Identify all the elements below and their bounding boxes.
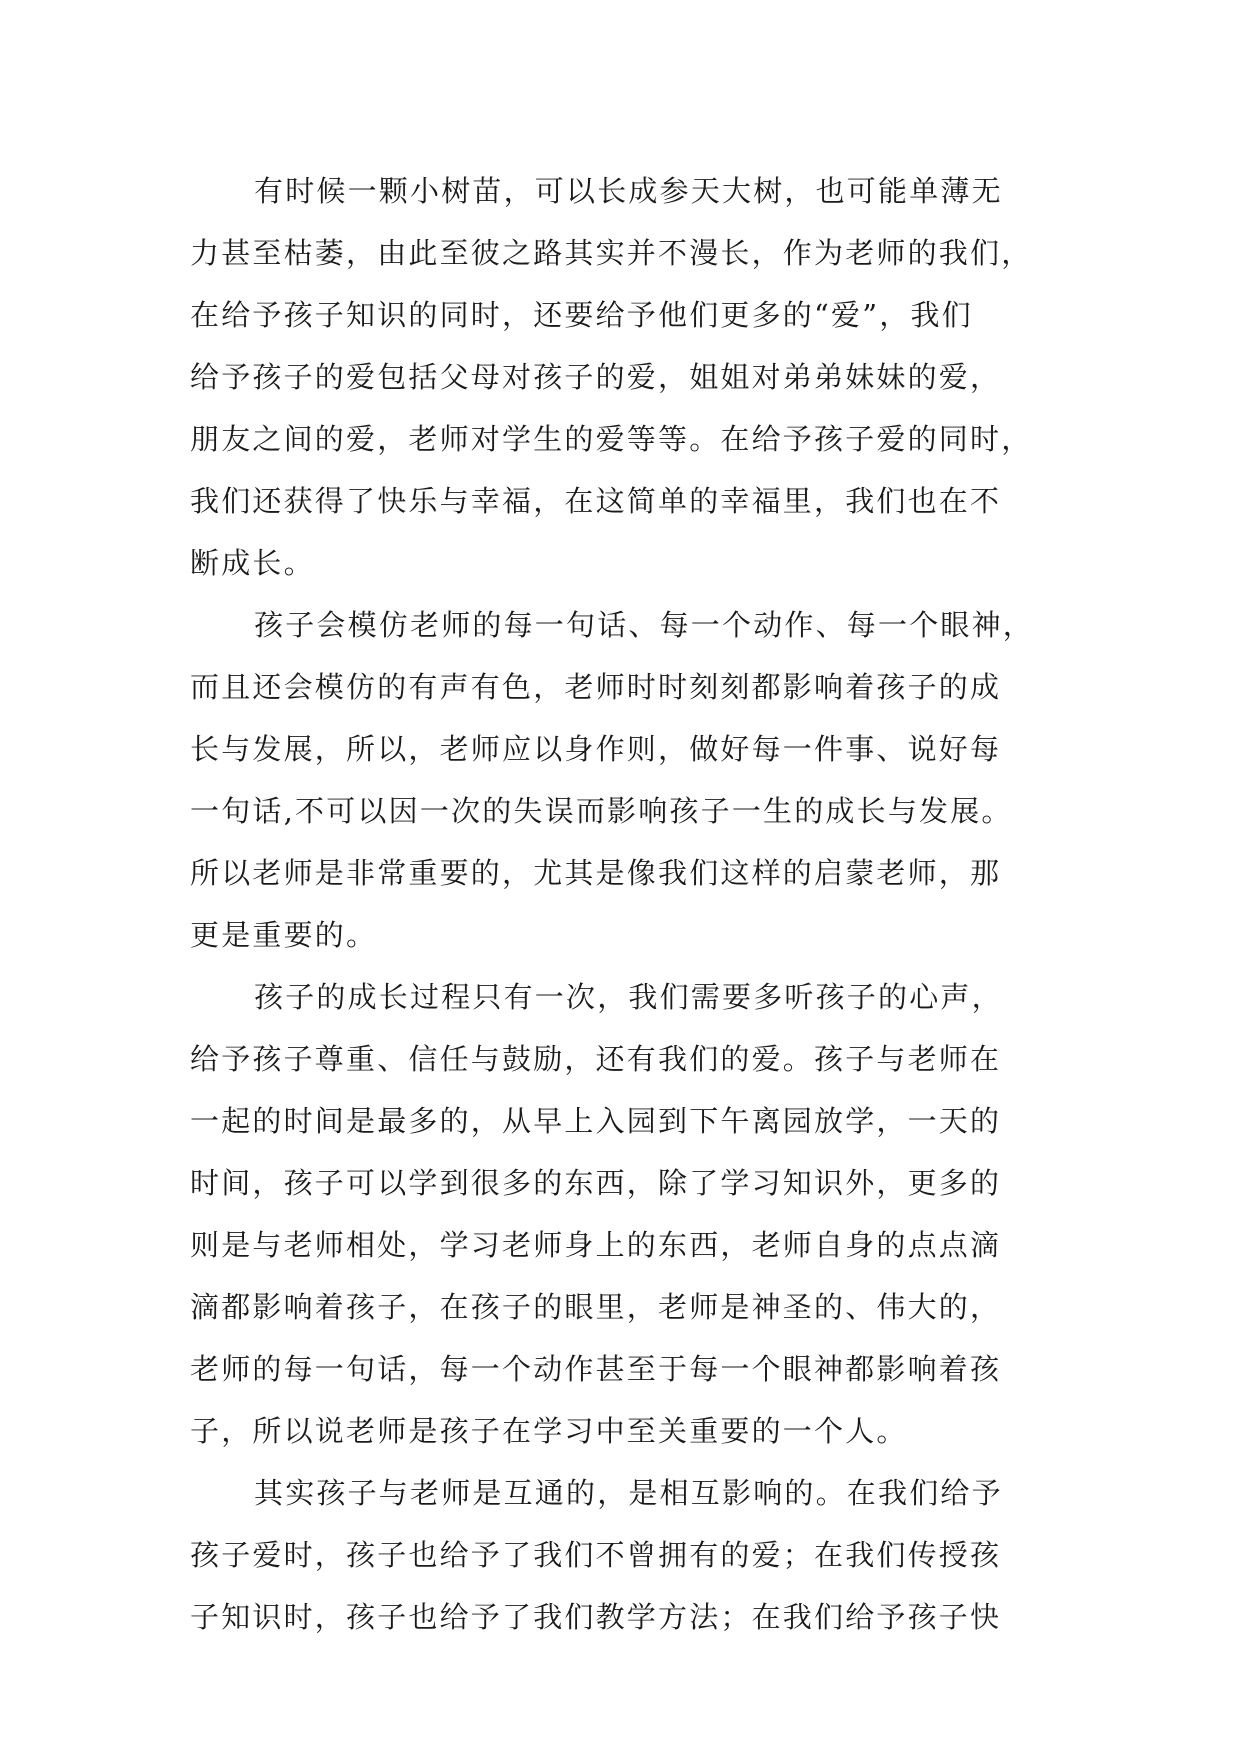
paragraph-line: 滴都影响着孩子，在孩子的眼里，老师是神圣的、伟大的， (190, 1290, 1002, 1324)
paragraph-line: 老师的每一句话，每一个动作甚至于每一个眼神都影响着孩 (190, 1352, 1002, 1386)
paragraph-line: 其实孩子与老师是互通的，是相互影响的。在我们给予 (254, 1476, 1003, 1510)
paragraph-line: 时间，孩子可以学到很多的东西，除了学习知识外，更多的 (190, 1166, 1002, 1200)
paragraph-line: 断成长。 (190, 546, 315, 580)
paragraph-4 (190, 1462, 1060, 1648)
paragraph-line: 子知识时，孩子也给予了我们教学方法；在我们给予孩子快 (190, 1600, 1002, 1634)
paragraph-line: 而且还会模仿的有声有色，老师时时刻刻都影响着孩子的成 (190, 670, 1002, 704)
paragraph-line: 孩子爱时，孩子也给予了我们不曾拥有的爱；在我们传授孩 (190, 1538, 1002, 1572)
paragraph-line: 孩子会模仿老师的每一句话、每一个动作、每一个眼神， (254, 608, 1035, 642)
paragraph-line: 子，所以说老师是孩子在学习中至关重要的一个人。 (190, 1414, 908, 1448)
paragraph-line: 给予孩子的爱包括父母对孩子的爱，姐姐对弟弟妹妹的爱， (190, 360, 1002, 394)
paragraph-line: 在给予孩子知识的同时，还要给予他们更多的“爱”，我们 (190, 298, 973, 332)
paragraph-line: 孩子的成长过程只有一次，我们需要多听孩子的心声， (254, 980, 1003, 1014)
paragraph-line: 长与发展，所以，老师应以身作则，做好每一件事、说好每 (190, 732, 1002, 766)
paragraph-line: 一句话,不可以因一次的失误而影响孩子一生的成长与发展。 (190, 794, 1013, 828)
paragraph-line: 更是重要的。 (190, 918, 378, 952)
paragraph-line: 则是与老师相处，学习老师身上的东西，老师自身的点点滴 (190, 1228, 1002, 1262)
paragraph-line: 我们还获得了快乐与幸福，在这简单的幸福里，我们也在不 (190, 484, 1002, 518)
document-body (190, 160, 1060, 1648)
paragraph-line: 朋友之间的爱，老师对学生的爱等等。在给予孩子爱的同时， (190, 422, 1033, 456)
paragraph-line: 力甚至枯萎，由此至彼之路其实并不漫长，作为老师的我们， (190, 236, 1033, 270)
paragraph-line: 所以老师是非常重要的，尤其是像我们这样的启蒙老师，那 (190, 856, 1002, 890)
paragraph-line: 一起的时间是最多的，从早上入园到下午离园放学，一天的 (190, 1104, 1002, 1138)
paragraph-line: 有时候一颗小树苗，可以长成参天大树，也可能单薄无 (254, 174, 1003, 208)
paragraph-1 (190, 160, 1060, 594)
paragraph-3 (190, 966, 1060, 1462)
paragraph-2 (190, 594, 1060, 966)
paragraph-line: 给予孩子尊重、信任与鼓励，还有我们的爱。孩子与老师在 (190, 1042, 1002, 1076)
